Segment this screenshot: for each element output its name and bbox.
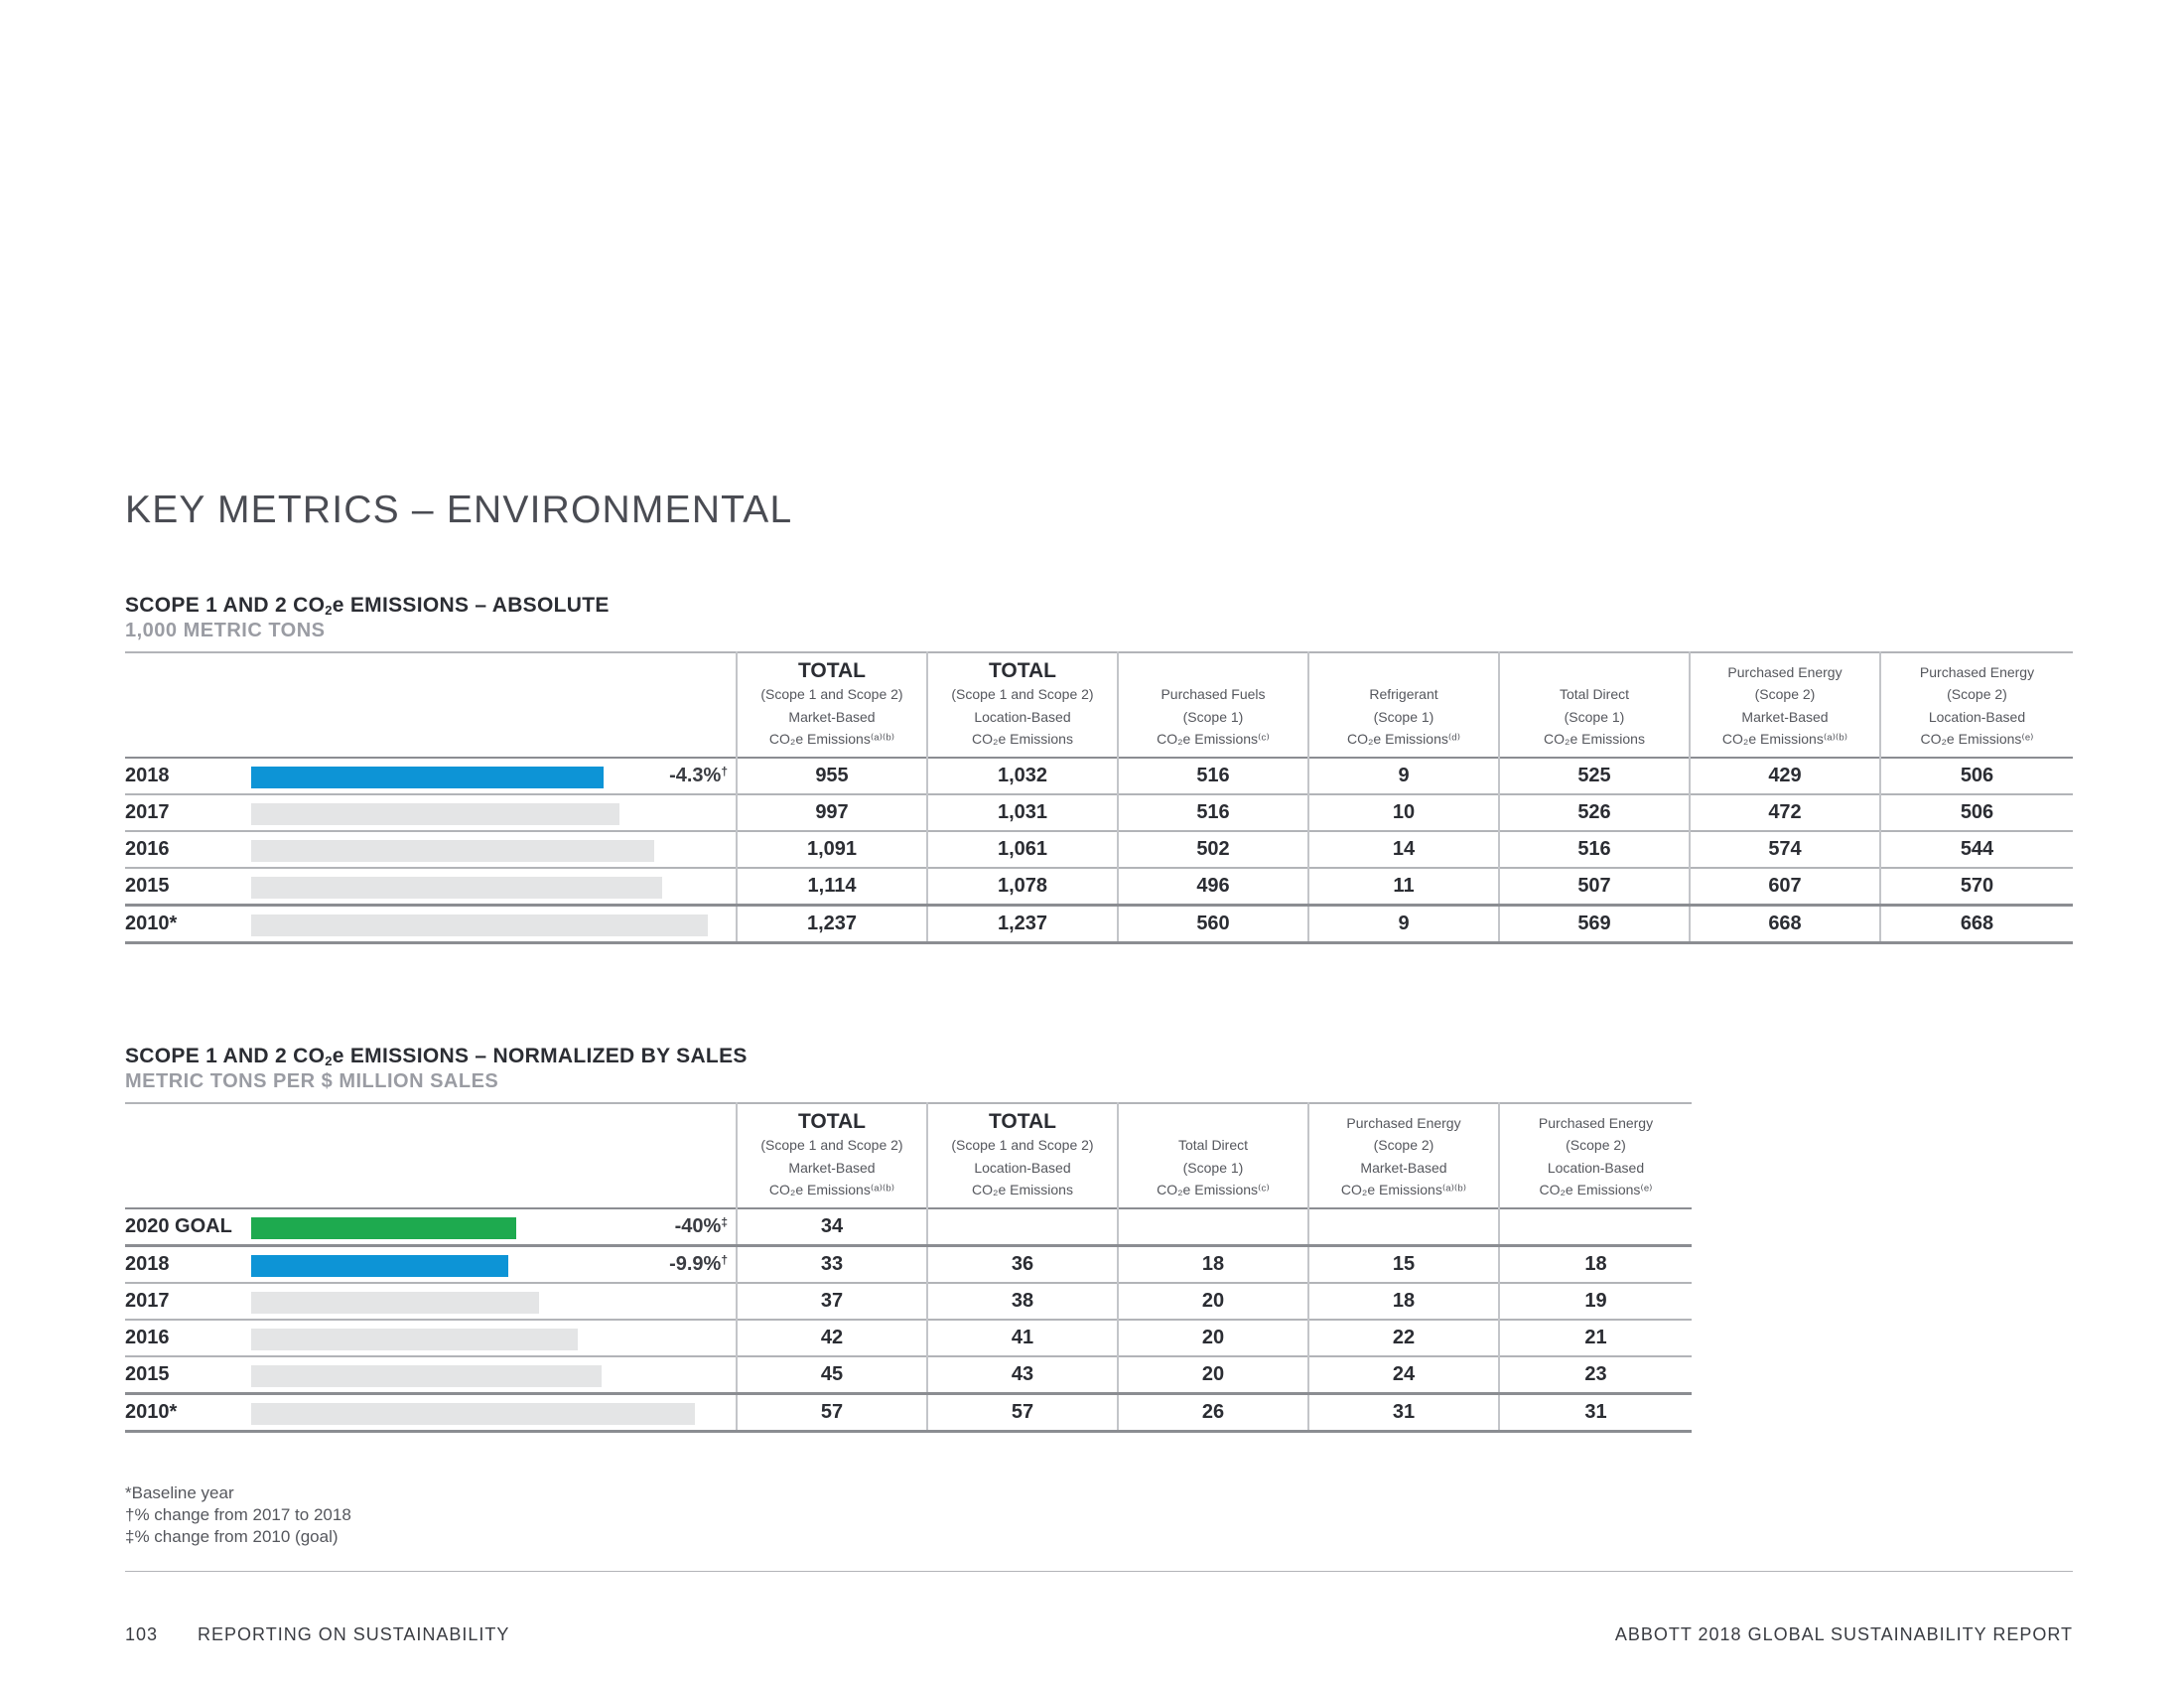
value-cell: 42 (737, 1320, 927, 1356)
absolute-section-subtitle: 1,000 METRIC TONS (125, 620, 326, 641)
value-cell: 14 (1308, 831, 1499, 868)
column-header-line: (Scope 2) (1754, 686, 1816, 702)
column-header-line: CO₂e Emissions (972, 731, 1073, 747)
row-year-label: 2010* (125, 912, 178, 934)
column-header-line: Location-Based (1547, 1159, 1645, 1176)
value-cell: 997 (737, 794, 927, 831)
value-cell: 20 (1118, 1356, 1308, 1394)
value-cell: 57 (737, 1393, 927, 1431)
absolute-row (125, 758, 2073, 794)
column-header-line: Total Direct (1559, 686, 1630, 702)
absolute-column-header (1880, 652, 2073, 758)
absolute-column-header (927, 652, 1118, 758)
value-cell: 1,031 (927, 794, 1118, 831)
normalized-row-bar (251, 1292, 539, 1314)
value-cell: 19 (1499, 1283, 1692, 1320)
normalized-section-subtitle: METRIC TONS PER $ MILLION SALES (125, 1070, 499, 1092)
absolute-column-header (737, 652, 927, 758)
value-cell: 43 (927, 1356, 1118, 1394)
value-cell: 22 (1308, 1320, 1499, 1356)
value-cell: 21 (1499, 1320, 1692, 1356)
value-cell: 544 (1880, 831, 2073, 868)
value-cell: 1,032 (927, 758, 1118, 794)
row-label-cell (125, 758, 737, 794)
value-cell: 9 (1308, 758, 1499, 794)
value-cell: 36 (927, 1245, 1118, 1283)
column-header-line: Location-Based (974, 1159, 1071, 1176)
row-year-label: 2017 (125, 1289, 170, 1312)
column-header-line: Market-Based (788, 708, 876, 725)
row-year-label: 2015 (125, 874, 170, 897)
value-cell: 45 (737, 1356, 927, 1394)
value-cell: 1,078 (927, 868, 1118, 906)
value-cell: 18 (1118, 1245, 1308, 1283)
row-year-label: 2015 (125, 1362, 170, 1385)
value-cell: 506 (1880, 758, 2073, 794)
column-header-line: Location-Based (974, 708, 1071, 725)
absolute-section-title: SCOPE 1 AND 2 $CO_2e$ EMISSIONS – ABSOLUTE (125, 594, 610, 618)
column-header-total: TOTAL (988, 1110, 1057, 1133)
absolute-header-blank (125, 652, 737, 758)
column-header-line: CO₂e Emissions (1544, 731, 1645, 747)
footnote-double-dagger: ‡% change from 2010 (goal) (125, 1527, 339, 1546)
column-header-line: Purchased Fuels (1160, 686, 1266, 702)
row-label-cell (125, 1356, 737, 1394)
value-cell: 502 (1118, 831, 1308, 868)
normalized-emissions-table (125, 1102, 1692, 1433)
footnote-baseline: *Baseline year (125, 1483, 234, 1502)
footer-divider (125, 1571, 2073, 1572)
normalized-row-bar (251, 1329, 578, 1350)
normalized-column-header (737, 1103, 927, 1208)
normalized-row (125, 1283, 1692, 1320)
row-year-label: 2016 (125, 1326, 170, 1348)
value-cell: 57 (927, 1393, 1118, 1431)
row-year-label: 2016 (125, 837, 170, 860)
row-year-label: 2018 (125, 1252, 170, 1275)
value-cell: 10 (1308, 794, 1499, 831)
value-cell: 31 (1308, 1393, 1499, 1431)
normalized-row (125, 1245, 1692, 1283)
normalized-column-header (1499, 1103, 1692, 1208)
footer-report-name: ABBOTT 2018 GLOBAL SUSTAINABILITY REPORT (1614, 1624, 2073, 1644)
column-header-line: Market-Based (1741, 708, 1829, 725)
value-cell: 569 (1499, 905, 1690, 942)
page-title: KEY METRICS – ENVIRONMENTAL (125, 489, 793, 531)
row-label-cell (125, 1283, 737, 1320)
value-cell: 516 (1118, 794, 1308, 831)
value-cell: 31 (1499, 1393, 1692, 1431)
column-header-line: Market-Based (1360, 1159, 1447, 1176)
value-cell: 15 (1308, 1245, 1499, 1283)
normalized-row-bar (251, 1217, 516, 1239)
footnotes (125, 1482, 351, 1548)
row-label-cell (125, 1245, 737, 1283)
row-year-label: 2010* (125, 1400, 178, 1423)
value-cell: 41 (927, 1320, 1118, 1356)
value-cell: 9 (1308, 905, 1499, 942)
value-cell: 496 (1118, 868, 1308, 906)
absolute-row-bar (251, 803, 619, 825)
value-cell: 1,091 (737, 831, 927, 868)
normalized-column-header (1308, 1103, 1499, 1208)
column-header-line: CO₂e Emissions⁽ᶜ⁾ (1157, 1182, 1270, 1197)
column-header-line: (Scope 1) (1182, 708, 1244, 725)
column-header-line: (Scope 1 and Scope 2) (760, 686, 903, 702)
value-cell: 18 (1499, 1245, 1692, 1283)
normalized-column-header (1118, 1103, 1308, 1208)
column-header-line: (Scope 1 and Scope 2) (760, 1137, 903, 1153)
percent-change-label: -9.9%† (669, 1252, 728, 1275)
value-cell: 526 (1499, 794, 1690, 831)
column-header-line: (Scope 1) (1564, 708, 1625, 725)
value-cell: 24 (1308, 1356, 1499, 1394)
absolute-row-bar (251, 767, 604, 788)
column-header-total: TOTAL (988, 659, 1057, 682)
absolute-emissions-section (125, 594, 2073, 944)
value-cell: 20 (1118, 1320, 1308, 1356)
absolute-row (125, 905, 2073, 942)
value-cell: 472 (1690, 794, 1880, 831)
column-header-line: Total Direct (1177, 1137, 1249, 1153)
percent-change-label: -40%‡ (674, 1214, 728, 1237)
column-header-line: Refrigerant (1369, 686, 1438, 702)
absolute-row (125, 831, 2073, 868)
value-cell (1118, 1208, 1308, 1246)
absolute-column-header (1499, 652, 1690, 758)
percent-change-label: -4.3%† (669, 764, 728, 786)
footer-left (125, 1624, 509, 1645)
row-label-cell (125, 1393, 737, 1431)
value-cell (1499, 1208, 1692, 1246)
value-cell (1308, 1208, 1499, 1246)
absolute-emissions-table (125, 651, 2073, 944)
value-cell: 23 (1499, 1356, 1692, 1394)
column-header-line: CO₂e Emissions (972, 1182, 1073, 1197)
value-cell: 38 (927, 1283, 1118, 1320)
row-label-cell (125, 1320, 737, 1356)
column-header-line: CO₂e Emissions⁽ᵈ⁾ (1346, 731, 1461, 747)
page-number: 103 (125, 1624, 159, 1644)
absolute-column-header (1308, 652, 1499, 758)
column-header-line: CO₂e Emissions⁽ᵃ⁾⁽ᵇ⁾ (768, 731, 895, 747)
column-header-line: (Scope 1 and Scope 2) (951, 686, 1094, 702)
absolute-row-bar (251, 877, 662, 899)
value-cell: 955 (737, 758, 927, 794)
column-header-line: (Scope 2) (1947, 686, 2007, 702)
value-cell: 37 (737, 1283, 927, 1320)
value-cell: 20 (1118, 1283, 1308, 1320)
normalized-header-blank (125, 1103, 737, 1208)
value-cell: 18 (1308, 1283, 1499, 1320)
value-cell: 34 (737, 1208, 927, 1246)
value-cell: 1,061 (927, 831, 1118, 868)
normalized-row (125, 1320, 1692, 1356)
column-header-line: CO₂e Emissions⁽ᶜ⁾ (1157, 731, 1270, 747)
normalized-section-title: SCOPE 1 AND 2 $CO_2e$ EMISSIONS – NORMALIZED BY SALES (125, 1045, 748, 1068)
column-header-line: (Scope 2) (1373, 1137, 1434, 1153)
value-cell: 570 (1880, 868, 2073, 906)
column-header-line: CO₂e Emissions⁽ᵃ⁾⁽ᵇ⁾ (768, 1182, 895, 1197)
column-header-line: CO₂e Emissions⁽ᵃ⁾⁽ᵇ⁾ (1721, 731, 1848, 747)
value-cell: 1,237 (737, 905, 927, 942)
value-cell: 516 (1118, 758, 1308, 794)
column-header-line: (Scope 1) (1182, 1159, 1244, 1176)
value-cell: 1,114 (737, 868, 927, 906)
row-label-cell (125, 868, 737, 906)
column-header-total: TOTAL (797, 659, 867, 682)
column-header-line: Purchased Energy (1538, 1114, 1654, 1131)
column-header-line: CO₂e Emissions⁽ᵉ⁾ (1920, 731, 2034, 747)
normalized-row (125, 1208, 1692, 1246)
normalized-column-header (927, 1103, 1118, 1208)
absolute-row-bar (251, 840, 654, 862)
value-cell: 574 (1690, 831, 1880, 868)
value-cell: 506 (1880, 794, 2073, 831)
absolute-row (125, 794, 2073, 831)
column-header-line: Purchased Energy (1346, 1114, 1461, 1131)
normalized-row-bar (251, 1403, 695, 1425)
row-year-label: 2020 GOAL (125, 1214, 232, 1237)
row-label-cell (125, 831, 737, 868)
column-header-line: Location-Based (1928, 708, 2026, 725)
normalized-row (125, 1393, 1692, 1431)
value-cell: 429 (1690, 758, 1880, 794)
footer-section-name: REPORTING ON SUSTAINABILITY (198, 1624, 510, 1644)
column-header-line: Purchased Energy (1919, 663, 2035, 680)
row-label-cell (125, 905, 737, 942)
column-header-line: CO₂e Emissions⁽ᵉ⁾ (1539, 1182, 1653, 1197)
row-year-label: 2018 (125, 764, 170, 786)
column-header-line: (Scope 1) (1373, 708, 1434, 725)
normalized-emissions-section (125, 1045, 1692, 1433)
absolute-column-header (1690, 652, 1880, 758)
footnote-dagger: †% change from 2017 to 2018 (125, 1505, 351, 1524)
value-cell (927, 1208, 1118, 1246)
value-cell: 1,237 (927, 905, 1118, 942)
normalized-row-bar (251, 1365, 602, 1387)
value-cell: 26 (1118, 1393, 1308, 1431)
value-cell: 507 (1499, 868, 1690, 906)
absolute-row (125, 868, 2073, 906)
value-cell: 668 (1690, 905, 1880, 942)
column-header-line: Market-Based (788, 1159, 876, 1176)
value-cell: 668 (1880, 905, 2073, 942)
normalized-row (125, 1356, 1692, 1394)
column-header-line: (Scope 1 and Scope 2) (951, 1137, 1094, 1153)
row-year-label: 2017 (125, 800, 170, 823)
value-cell: 607 (1690, 868, 1880, 906)
row-label-cell (125, 794, 737, 831)
value-cell: 560 (1118, 905, 1308, 942)
value-cell: 525 (1499, 758, 1690, 794)
column-header-line: (Scope 2) (1566, 1137, 1626, 1153)
absolute-column-header (1118, 652, 1308, 758)
absolute-row-bar (251, 914, 708, 936)
column-header-line: CO₂e Emissions⁽ᵃ⁾⁽ᵇ⁾ (1340, 1182, 1467, 1197)
value-cell: 33 (737, 1245, 927, 1283)
column-header-total: TOTAL (797, 1110, 867, 1133)
value-cell: 11 (1308, 868, 1499, 906)
value-cell: 516 (1499, 831, 1690, 868)
column-header-line: Purchased Energy (1727, 663, 1843, 680)
normalized-row-bar (251, 1255, 508, 1277)
row-label-cell (125, 1208, 737, 1246)
